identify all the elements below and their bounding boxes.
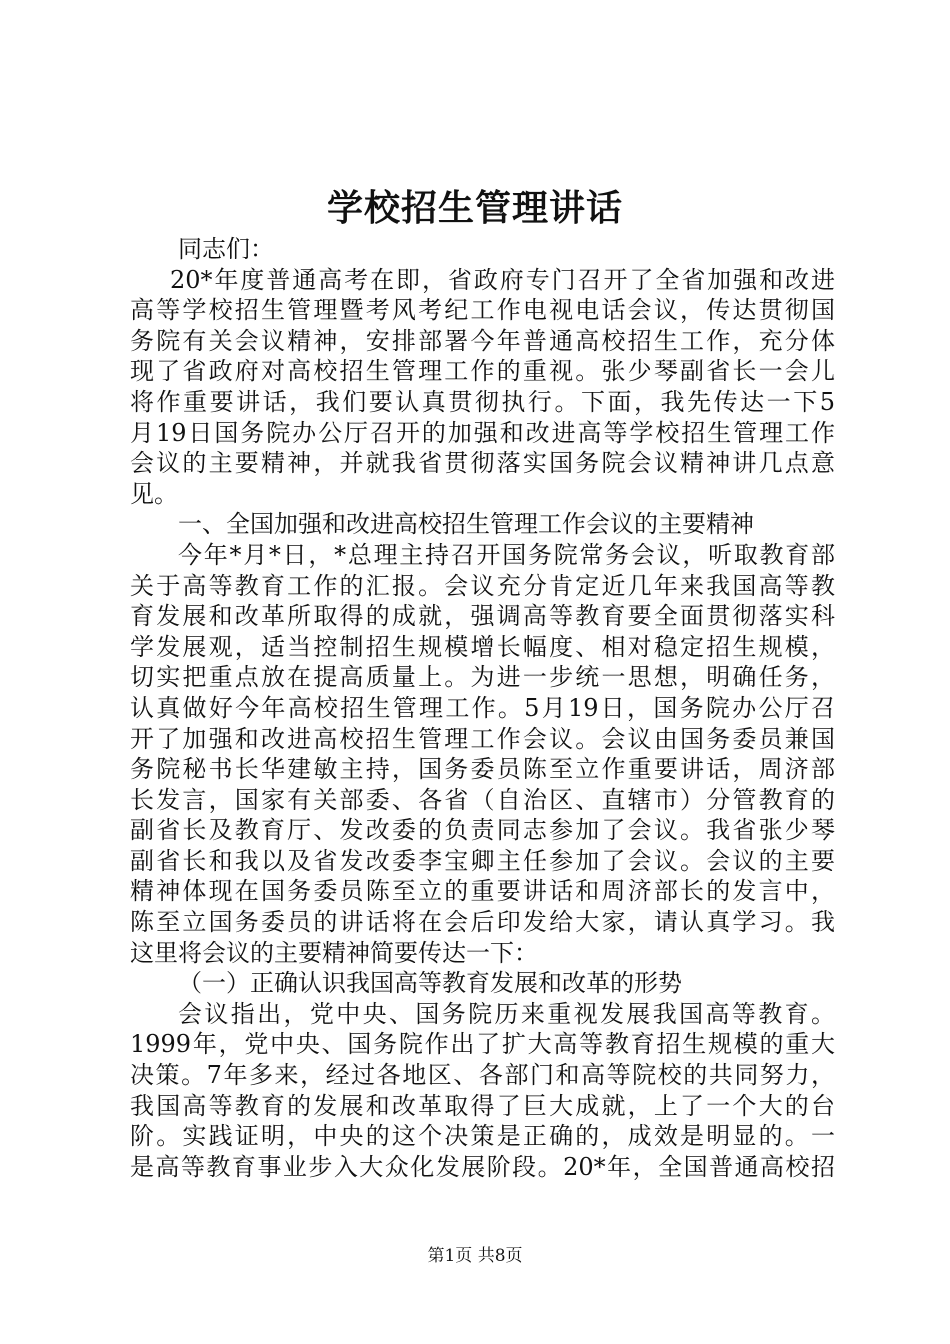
paragraph-line: 副省长和我以及省发改委李宝卿主任参加了会议。会议的主要: [130, 846, 835, 875]
document-body: [130, 234, 835, 1182]
paragraph-line: 务院有关会议精神，安排部署今年普通高校招生工作，充分体: [130, 326, 835, 355]
section-heading: 一、全国加强和改进高校招生管理工作会议的主要精神: [178, 510, 754, 539]
paragraph-line: 这里将会议的主要精神简要传达一下：: [130, 938, 538, 967]
paragraph-line: 会议的主要精神，并就我省贯彻落实国务院会议精神讲几点意: [130, 449, 835, 478]
paragraph-line: 关于高等教育工作的汇报。会议充分肯定近几年来我国高等教: [130, 571, 835, 600]
paragraph-line: 现了省政府对高校招生管理工作的重视。张少琴副省长一会儿: [130, 357, 835, 386]
paragraph-line: 阶。实践证明，中央的这个决策是正确的，成效是明显的。一: [130, 1122, 835, 1151]
paragraph-line: 务院秘书长华建敏主持，国务委员陈至立作重要讲话，周济部: [130, 755, 835, 784]
paragraph-line: 长发言，国家有关部委、各省（自治区、直辖市）分管教育的: [130, 785, 835, 814]
paragraph-line: 学发展观，适当控制招生规模增长幅度、相对稳定招生规模，: [130, 632, 835, 661]
paragraph-line: 陈至立国务委员的讲话将在会后印发给大家，请认真学习。我: [130, 908, 835, 937]
paragraph-line: 决策。7年多来，经过各地区、各部门和高等院校的共同努力，: [130, 1061, 835, 1090]
paragraph-line: 精神体现在国务委员陈至立的重要讲话和周济部长的发言中，: [130, 877, 835, 906]
paragraph-line: 我国高等教育的发展和改革取得了巨大成就，上了一个大的台: [130, 1091, 835, 1120]
paragraph-line: 月19日国务院办公厅召开的加强和改进高等学校招生管理工作: [130, 418, 835, 447]
document-title: 学校招生管理讲话: [326, 187, 623, 229]
paragraph-line: 将作重要讲话，我们要认真贯彻执行。下面，我先传达一下5: [130, 387, 835, 416]
paragraph-line: 育发展和改革所取得的成就，强调高等教育要全面贯彻落实科: [130, 602, 835, 631]
page-footer: 第1页 共8页: [427, 1246, 523, 1266]
paragraph-line: 切实把重点放在提高质量上。为进一步统一思想，明确任务，: [130, 663, 835, 692]
paragraph-line: 20*年度普通高考在即，省政府专门召开了全省加强和改进: [170, 265, 835, 294]
paragraph-line: 见。: [130, 479, 178, 508]
paragraph-line: 高等学校招生管理暨考风考纪工作电视电话会议，传达贯彻国: [130, 296, 835, 325]
subsection-heading: （一）正确认识我国高等教育发展和改革的形势: [178, 969, 682, 998]
paragraph-line: 认真做好今年高校招生管理工作。5月19日，国务院办公厅召: [130, 693, 835, 722]
paragraph-line: 会议指出，党中央、国务院历来重视发展我国高等教育。: [178, 999, 835, 1028]
paragraph-line: 是高等教育事业步入大众化发展阶段。20*年，全国普通高校招: [130, 1152, 835, 1181]
paragraph-line: 副省长及教育厅、发改委的负责同志参加了会议。我省张少琴: [130, 816, 835, 845]
salutation-line: 同志们：: [178, 235, 274, 263]
paragraph-line: 1999年，党中央、国务院作出了扩大高等教育招生规模的重大: [130, 1030, 835, 1059]
paragraph-line: 开了加强和改进高校招生管理工作会议。会议由国务委员兼国: [130, 724, 835, 753]
paragraph-line: 今年*月*日，*总理主持召开国务院常务会议，听取教育部: [178, 540, 835, 569]
